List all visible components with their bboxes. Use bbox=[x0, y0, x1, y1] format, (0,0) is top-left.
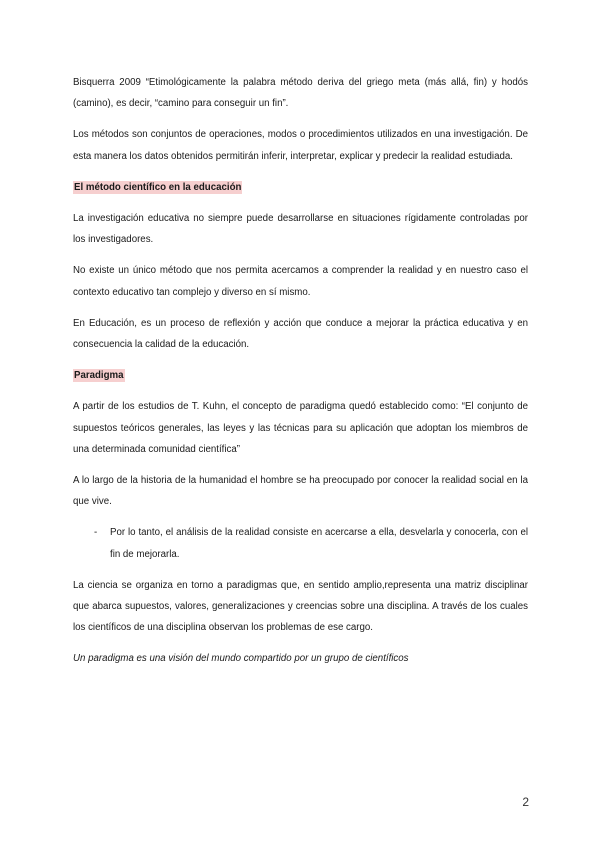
paragraph-education-process: En Educación, es un proceso de reflexión y acción que conduce a mejorar la práctica educativa y en consecuencia la calidad de la educación. bbox=[73, 317, 528, 351]
section-heading-scientific-method bbox=[73, 177, 528, 198]
paragraph-paradigm-definition: Un paradigma es una visión del mundo compartido por un grupo de científicos bbox=[73, 653, 409, 665]
bullet-item bbox=[73, 522, 528, 564]
paragraph-kuhn: A partir de los estudios de T. Kuhn, el concepto de paradigma quedó establecido como: “El conjunto de supuestos teóricos generales, las leyes y las técnicas para su aplicación que adoptan los miembros de una determinada comunidad científica” bbox=[73, 401, 528, 455]
paragraph-history: A lo largo de la historia de la humanidad el hombre se ha preocupado por conocer la realidad social en la que vive. bbox=[73, 475, 528, 508]
paragraph-science-paradigms: La ciencia se organiza en torno a paradigmas que, en sentido amplio,representa una matriz disciplinar que abarca supuestos, valores, generalizaciones y creencias sobre una disciplina. A través de los cuales los científicos de una disciplina observan los problemas de ese cargo. bbox=[73, 579, 528, 634]
page-number: 2 bbox=[522, 795, 529, 809]
section-heading-paradigm bbox=[73, 365, 528, 386]
bullet-text: Por lo tanto, el análisis de la realidad consiste en acercarse a ella, desvelarla y conocerla, con el fin de mejorarla. bbox=[110, 527, 528, 560]
heading-highlight: Paradigma bbox=[74, 370, 124, 382]
bullet-dash: - bbox=[94, 527, 98, 539]
paragraph-no-single-method: No existe un único método que nos permita acercamos a comprender la realidad y en nuestro caso el contexto educativo tan complejo y diverso en sí mismo. bbox=[73, 265, 528, 298]
paragraph-educational-research: La investigación educativa no siempre puede desarrollarse en situaciones rígidamente controladas por los investigadores. bbox=[73, 213, 528, 246]
page-content bbox=[73, 72, 528, 680]
paragraph-etymology: Bisquerra 2009 “Etimológicamente la palabra método deriva del griego meta (más allá, fin) y hodós (camino), es decir, “camino para conseguir un fin”. bbox=[73, 77, 528, 110]
paragraph-methods-definition: Los métodos son conjuntos de operaciones, modos o procedimientos utilizados en una investigación. De esta manera los datos obtenidos permitirán inferir, interpretar, explicar y predecir la realidad estudiada. bbox=[73, 129, 528, 162]
heading-highlight: El método científico en la educación bbox=[74, 181, 242, 193]
